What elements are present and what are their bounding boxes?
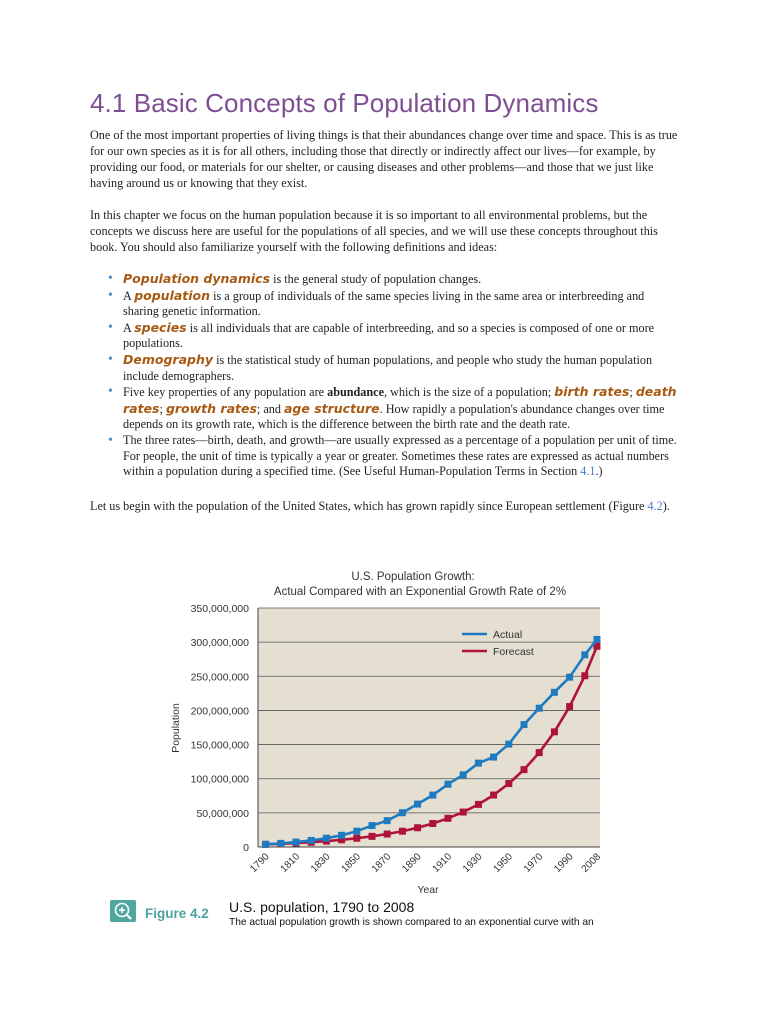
figure-label: Figure 4.2: [145, 906, 209, 921]
data-point-actual: [308, 837, 315, 844]
term-species: species: [134, 319, 187, 335]
bold-abundance: abundance: [327, 385, 384, 400]
x-tick-label: 1970: [521, 851, 546, 875]
data-point-forecast: [460, 809, 467, 816]
term-age-structure: age structure: [283, 400, 380, 416]
y-tick-label: 150,000,000: [190, 739, 249, 752]
definition-text: .): [595, 464, 603, 479]
data-point-forecast: [353, 835, 360, 842]
x-tick-label: 1930: [461, 851, 485, 875]
definition-text: is the statistical study of human populations, and people who study the human population include demographers.: [123, 352, 653, 383]
data-point-actual: [521, 721, 528, 728]
document-body: [90, 88, 680, 530]
data-point-forecast: [566, 703, 573, 710]
definition-text: is all individuals that are capable of interbreeding, and so a species is composed of one or more populations.: [123, 320, 655, 351]
x-tick-label: 1990: [552, 851, 576, 875]
data-point-actual: [566, 674, 573, 681]
definition-text: Five key properties of any population are: [123, 385, 328, 400]
data-point-actual: [460, 771, 467, 778]
intro-paragraph: One of the most important properties of living things is that their abundances change over time and space. This is as true for our own species as it is for all others, including those that directly or indirectly affect our lives—for example, by providing our food, or materials for our shelter, or causing diseases and other problems—and those that we just like having around us or knowing that they exist.: [90, 128, 678, 190]
chart-title: U.S. Population Growth:: [351, 571, 475, 583]
x-tick-label: 1850: [339, 851, 363, 875]
definition-text: is the general study of population changes.: [270, 272, 482, 286]
y-tick-label: 250,000,000: [190, 671, 249, 684]
data-point-forecast: [445, 815, 452, 822]
term-population: population: [134, 287, 211, 303]
data-point-forecast: [536, 749, 543, 756]
figure-title: U.S. population, 1790 to 2008: [229, 899, 415, 915]
zoom-in-icon[interactable]: [110, 900, 136, 922]
list-item: [123, 433, 680, 480]
definition-text: . How rapidly a population's abundance changes over time depends on its growth rate, which is the difference between the birth rate and the death rate.: [123, 401, 665, 432]
y-tick-label: 350,000,000: [190, 603, 249, 615]
y-axis-label: Population: [170, 703, 182, 753]
separator: ;: [629, 385, 636, 400]
chapter-focus-paragraph: In this chapter we focus on the human population because it is so important to all environmental problems, but the concepts we discuss here are useful for the populations of all species, and we will use these concepts throughout this book. You should also familiarize yourself with the following definitions and ideas:: [90, 208, 658, 254]
y-tick-label: 300,000,000: [190, 637, 249, 650]
data-point-forecast: [414, 824, 421, 831]
data-point-actual: [323, 835, 330, 842]
data-point-forecast: [551, 728, 558, 735]
population-chart: [160, 565, 610, 900]
definitions-list: [90, 271, 680, 480]
data-point-actual: [384, 817, 391, 824]
x-tick-label: 1790: [248, 851, 272, 875]
data-point-actual: [369, 822, 376, 829]
data-point-actual: [429, 792, 436, 799]
x-tick-label: 1910: [430, 851, 455, 875]
paragraph-text: Let us begin with the population of the United States, which has grown rapidly since European settlement (Figure: [90, 498, 648, 513]
y-tick-label: 0: [243, 842, 249, 854]
term-population-dynamics: Population dynamics: [123, 271, 271, 286]
definition-text: A: [123, 288, 135, 303]
data-point-forecast: [384, 831, 391, 838]
data-point-forecast: [475, 801, 482, 808]
data-point-actual: [581, 651, 588, 658]
data-point-actual: [353, 828, 360, 835]
data-point-actual: [475, 760, 482, 767]
list-item: [123, 271, 680, 288]
x-axis-label: Year: [417, 884, 439, 896]
section-heading: 4.1 Basic Concepts of Population Dynamics: [90, 88, 599, 118]
data-point-forecast: [369, 833, 376, 840]
data-point-actual: [399, 809, 406, 816]
figure-link[interactable]: 4.2: [647, 498, 663, 513]
x-tick-label: 1890: [400, 851, 424, 875]
figure-caption: [108, 898, 668, 938]
definition-text: , which is the size of a population;: [384, 385, 555, 400]
data-point-actual: [551, 689, 558, 696]
data-point-forecast: [505, 780, 512, 787]
legend-label-actual: Actual: [493, 629, 523, 641]
term-demography: Demography: [123, 351, 214, 367]
data-point-actual: [536, 705, 543, 712]
data-point-actual: [293, 839, 300, 846]
data-point-actual: [445, 781, 452, 788]
list-item: [123, 384, 680, 433]
legend-label-forecast: Forecast: [493, 646, 534, 658]
data-point-forecast: [490, 792, 497, 799]
y-tick-label: 200,000,000: [190, 705, 249, 718]
chart-svg: [160, 565, 610, 900]
data-point-actual: [490, 754, 497, 761]
chart-subtitle: Actual Compared with an Exponential Growth Rate of 2%: [273, 586, 567, 598]
list-item: [123, 320, 680, 352]
x-tick-label: 1830: [309, 851, 333, 875]
x-tick-label: 1950: [491, 851, 515, 875]
y-tick-label: 100,000,000: [190, 773, 249, 786]
term-growth-rates: growth rates: [165, 400, 257, 416]
term-death-rates: death rates: [123, 384, 677, 416]
term-birth-rates: birth rates: [554, 384, 630, 400]
data-point-actual: [338, 832, 345, 839]
data-point-actual: [414, 801, 421, 808]
data-point-forecast: [429, 820, 436, 827]
data-point-actual: [262, 841, 269, 848]
data-point-actual: [505, 741, 512, 748]
list-item: [123, 352, 680, 384]
x-tick-label: 2008: [579, 851, 604, 875]
separator: ;: [159, 401, 166, 416]
y-tick-label: 50,000,000: [196, 807, 249, 820]
section-link[interactable]: 4.1: [580, 464, 596, 479]
figure-description: The actual population growth is shown compared to an exponential curve with an: [229, 917, 594, 928]
definition-text: is a group of individuals of the same species living in the same area or interbreeding and sharing genetic information.: [123, 288, 645, 319]
paragraph-text: ).: [662, 498, 670, 513]
data-point-actual: [277, 840, 284, 847]
data-point-actual: [593, 636, 600, 643]
x-tick-label: 1870: [369, 851, 394, 875]
x-tick-label: 1810: [278, 851, 303, 875]
data-point-forecast: [521, 766, 528, 773]
separator: ; and: [256, 401, 284, 416]
plot-area: [258, 608, 600, 847]
definition-text: The three rates—birth, death, and growth—are usually expressed as a percentage of a population per unit of time. For people, the unit of time is typically a year or greater. Sometimes these rates are expressed as actual numbers within a population during a specified time. (See Useful Human-Population Terms in Section: [123, 432, 677, 479]
data-point-forecast: [581, 672, 588, 679]
definition-text: A: [123, 320, 135, 335]
figure-intro-paragraph: [90, 498, 680, 514]
list-item: [123, 288, 680, 320]
data-point-forecast: [399, 828, 406, 835]
